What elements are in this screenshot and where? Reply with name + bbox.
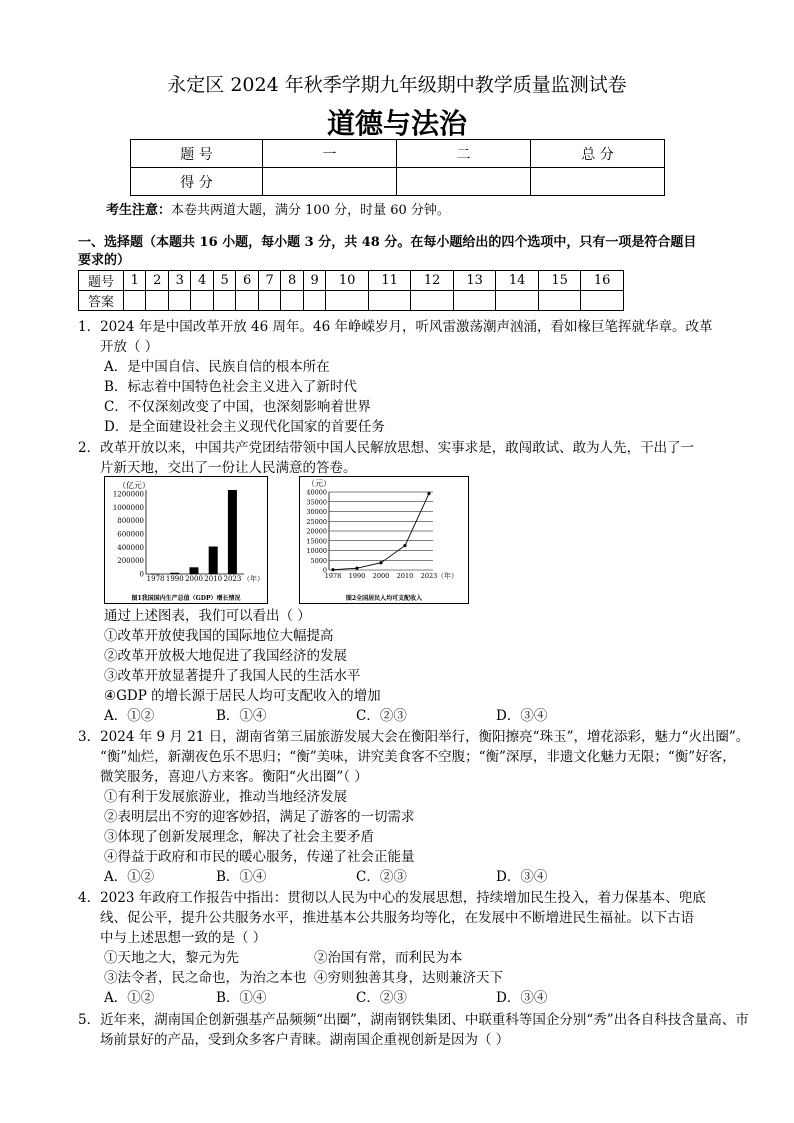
- y-tick-label: 20000: [306, 527, 327, 536]
- series-line: [333, 494, 429, 570]
- option-d[interactable]: D．是全面建设社会主义现代化国家的首要任务: [104, 419, 385, 435]
- option-c[interactable]: C．②③: [356, 990, 407, 1006]
- statement-2: ②治国有常，而利民为本: [314, 950, 463, 966]
- y-tick-label: 40000: [306, 488, 327, 497]
- answer-input-cell[interactable]: [538, 291, 581, 311]
- answer-number-cell: 4: [191, 271, 213, 291]
- answer-number-cell: 1: [124, 271, 146, 291]
- statement-1: ①改革开放使我国的国际地位大幅提高: [104, 628, 334, 644]
- question-4-statements-row2: [104, 968, 704, 988]
- answer-input-cell[interactable]: [281, 291, 303, 311]
- question-2-options: [104, 706, 704, 726]
- y-tick-label: 800000: [117, 517, 144, 526]
- y-tick-label: 1200000: [112, 490, 144, 499]
- y-tick-label: 0: [322, 566, 327, 575]
- answer-input-cell[interactable]: [326, 291, 369, 311]
- option-a[interactable]: A．①②: [104, 990, 155, 1006]
- y-tick-label: 5000: [310, 556, 327, 565]
- bar-2010: [209, 547, 218, 574]
- y-tick-label: 600000: [117, 530, 144, 539]
- question-1-options: [104, 357, 385, 437]
- statement-3: ③改革开放显著提升了我国人民的生活水平: [104, 668, 361, 684]
- question-3: [78, 727, 750, 787]
- x-axis-label: （年）: [437, 572, 458, 580]
- answer-input-cell[interactable]: [191, 291, 213, 311]
- question-text: 微笑服务，喜迎八方来客。衡阳“火出圈”（ ）: [100, 769, 368, 785]
- statement-2: ②表明层出不穷的迎客妙招，满足了游客的一切需求: [104, 809, 415, 825]
- question-stem: 通过上述图表，我们可以看出（ ）: [104, 608, 311, 624]
- answer-row-label: 答案: [79, 291, 124, 311]
- answer-number-cell: 11: [368, 271, 411, 291]
- x-tick-label: 2010: [396, 572, 414, 580]
- x-tick-label: 2010: [204, 575, 223, 583]
- answer-input-cell[interactable]: [168, 291, 190, 311]
- option-c[interactable]: C．②③: [356, 869, 407, 885]
- bar-1990: [170, 573, 179, 574]
- x-tick-label: 1978: [324, 572, 342, 580]
- option-a[interactable]: A．①②: [104, 708, 155, 724]
- x-tick-label: 2023: [223, 575, 242, 583]
- income-chart: [299, 476, 469, 604]
- y-tick-label: 30000: [306, 508, 327, 516]
- x-tick-label: 2023: [420, 572, 438, 580]
- answer-input-cell[interactable]: [411, 291, 454, 311]
- question-text: 片新天地，交出了一份让人民满意的答卷。: [100, 460, 357, 476]
- answer-input-cell[interactable]: [581, 291, 624, 311]
- answer-number-cell: 6: [236, 271, 258, 291]
- answer-input-cell[interactable]: [213, 291, 235, 311]
- answer-row-label: 题号: [79, 271, 124, 291]
- score-cell-label: 得 分: [131, 168, 263, 196]
- option-c[interactable]: C．不仅深刻改变了中国，也深刻影响着世界: [104, 399, 371, 415]
- score-cell-part2: 二: [396, 140, 530, 168]
- question-2: [78, 438, 728, 478]
- x-tick-label: 1978: [146, 575, 165, 583]
- question-text: 5．近年来，湖南国企创新强基产品频频“出圈”，湖南钢铁集团、中联重科等国企分别“秀”出各自科技含量高、市: [78, 1012, 749, 1028]
- question-4: [78, 888, 728, 948]
- answer-number-cell: 8: [281, 271, 303, 291]
- answer-number-cell: 15: [538, 271, 581, 291]
- answer-number-cell: 12: [411, 271, 454, 291]
- option-b[interactable]: B．标志着中国特色社会主义进入了新时代: [104, 379, 357, 395]
- question-3-options: [104, 867, 704, 887]
- y-axis-label: （元）: [307, 479, 331, 488]
- answer-number-cell: 13: [453, 271, 496, 291]
- question-text: 3．2024 年 9 月 21 日，湖南省第三届旅游发展大会在衡阳举行，衡阳擦亮“珠玉”，增花添彩，魅力“火出圈”。: [78, 729, 750, 745]
- y-tick-label: 25000: [306, 517, 327, 526]
- question-4-statements-row1: [104, 948, 704, 968]
- answer-number-cell: 2: [146, 271, 168, 291]
- statement-3: ③体现了创新发展理念，解决了社会主要矛盾: [104, 829, 374, 845]
- option-c[interactable]: C．②③: [356, 708, 407, 724]
- y-tick-label: 35000: [306, 498, 327, 507]
- point-2000: [379, 561, 382, 564]
- question-text: 4．2023 年政府工作报告中指出：贯彻以人民为中心的发展思想，持续增加民生投入，着力保基本、兜底: [78, 890, 706, 906]
- exam-notice: [106, 199, 450, 218]
- score-table: [130, 139, 665, 196]
- answer-input-cell[interactable]: [258, 291, 280, 311]
- point-1978: [331, 568, 334, 571]
- statement-2: ②改革开放极大地促进了我国经济的发展: [104, 648, 347, 664]
- statement-3: ③法令者，民之命也，为治之本也: [104, 970, 307, 986]
- option-a[interactable]: A．①②: [104, 869, 155, 885]
- y-axis-label: （亿元）: [118, 481, 150, 490]
- answer-input-cell[interactable]: [496, 291, 539, 311]
- score-input-part1[interactable]: [263, 168, 397, 196]
- statement-4: ④得益于政府和市民的暖心服务，传递了社会正能量: [104, 849, 415, 865]
- y-tick-label: 0: [139, 570, 144, 579]
- question-3-body: [104, 787, 744, 867]
- notice-label: 考生注意：: [106, 203, 172, 218]
- statement-4: ④GDP 的增长源于居民人均可支配收入的增加: [104, 688, 381, 704]
- section1-heading-line: 一、选择题（本题共 16 小题，每小题 3 分，共 48 分。在每小题给出的四个选项中，只有一项是符合题目: [78, 235, 697, 250]
- answer-table: [78, 270, 624, 311]
- option-d[interactable]: D．③④: [496, 869, 548, 885]
- notice-text: 本卷共两道大题，满分 100 分，时量 60 分钟。: [171, 203, 450, 218]
- question-4-options: [104, 988, 704, 1008]
- y-tick-label: 1000000: [112, 503, 144, 512]
- statement-1: ①天地之大，黎元为先: [104, 950, 239, 966]
- subject-title: 道德与法治: [326, 107, 467, 140]
- question-5: [78, 1010, 749, 1050]
- option-b[interactable]: B．①④: [216, 708, 267, 724]
- x-tick-label: 2000: [185, 575, 203, 583]
- option-d[interactable]: D．③④: [496, 708, 548, 724]
- x-tick-label: 1990: [348, 572, 366, 580]
- answer-input-cell[interactable]: [236, 291, 258, 311]
- exam-title: 永定区 2024 年秋季学期九年级期中教学质量监测试卷: [167, 74, 627, 96]
- point-1990: [355, 567, 358, 570]
- question-1: [78, 317, 728, 357]
- section1-heading: [78, 234, 728, 270]
- chart-title: 图2全国居民人均可支配收入: [345, 595, 423, 602]
- statement-1: ①有利于发展旅游业，推动当地经济发展: [104, 789, 347, 805]
- option-a[interactable]: A．是中国自信、民族自信的根本所在: [104, 359, 330, 375]
- score-table-row: [131, 140, 665, 168]
- x-tick-label: 2000: [372, 572, 390, 580]
- question-text: 2．改革开放以来，中国共产党团结带领中国人民解放思想、实事求是，敢闯敢试、敢为人先，干出了一: [78, 440, 695, 456]
- statement-4: ④穷则独善其身，达则兼济天下: [314, 970, 503, 986]
- bar-2023: [228, 490, 237, 574]
- option-b[interactable]: B．①④: [216, 990, 267, 1006]
- answer-number-row: [79, 271, 624, 291]
- gdp-chart-svg: [104, 476, 268, 604]
- score-input-part2[interactable]: [396, 168, 530, 196]
- answer-input-row: [79, 291, 624, 311]
- x-axis-label: （年）: [243, 575, 264, 583]
- score-cell-total: 总 分: [530, 140, 664, 168]
- answer-input-cell[interactable]: [453, 291, 496, 311]
- answer-input-cell[interactable]: [146, 291, 168, 311]
- question-text: 场前景好的产品，受到众多客户青睐。湖南国企重视创新是因为（ ）: [100, 1032, 510, 1048]
- y-tick-label: 400000: [117, 543, 144, 552]
- option-d[interactable]: D．③④: [496, 990, 548, 1006]
- answer-number-cell: 14: [496, 271, 539, 291]
- option-b[interactable]: B．①④: [216, 869, 267, 885]
- question-2-body: [104, 606, 744, 706]
- chart-title: 图1我国国内生产总值（GDP）增长情况: [131, 595, 241, 602]
- point-2010: [403, 544, 406, 547]
- bar-2000: [190, 567, 199, 574]
- score-input-total[interactable]: [530, 168, 664, 196]
- score-cell-label: 题 号: [131, 140, 263, 168]
- y-tick-label: 10000: [306, 547, 327, 555]
- answer-number-cell: 9: [303, 271, 325, 291]
- income-chart-svg: [299, 476, 469, 604]
- question-text: 线、促公平，提升公共服务水平，推进基本公共服务均等化，在发展中不断增进民生福祉。以下古语: [100, 910, 694, 926]
- answer-input-cell[interactable]: [368, 291, 411, 311]
- answer-number-cell: 5: [213, 271, 235, 291]
- question-text: 中与上述思想一致的是（ ）: [100, 930, 267, 946]
- question-text: 1．2024 年是中国改革开放 46 周年。46 年峥嵘岁月，听风雷激荡潮声汹涌，看如椽巨笔挥就华章。改革: [78, 319, 713, 335]
- score-table-row: [131, 168, 665, 196]
- score-cell-part1: 一: [263, 140, 397, 168]
- answer-input-cell[interactable]: [124, 291, 146, 311]
- answer-number-cell: 7: [258, 271, 280, 291]
- question-text: 开放（ ）: [100, 339, 159, 355]
- question-text: “衡”灿烂，新潮夜色乐不思归；“衡”美味，讲究美食客不空腹；“衡”深厚，非遗文化魅力无限；“衡”好客，: [100, 749, 736, 765]
- section1-heading-line: 要求的）: [78, 253, 131, 268]
- x-tick-label: 1990: [165, 575, 184, 583]
- y-tick-label: 15000: [306, 537, 327, 546]
- answer-number-cell: 10: [326, 271, 369, 291]
- gdp-chart: [104, 476, 268, 604]
- answer-number-cell: 16: [581, 271, 624, 291]
- answer-input-cell[interactable]: [303, 291, 325, 311]
- answer-number-cell: 3: [168, 271, 190, 291]
- point-2023: [427, 492, 430, 495]
- y-tick-label: 200000: [117, 557, 144, 566]
